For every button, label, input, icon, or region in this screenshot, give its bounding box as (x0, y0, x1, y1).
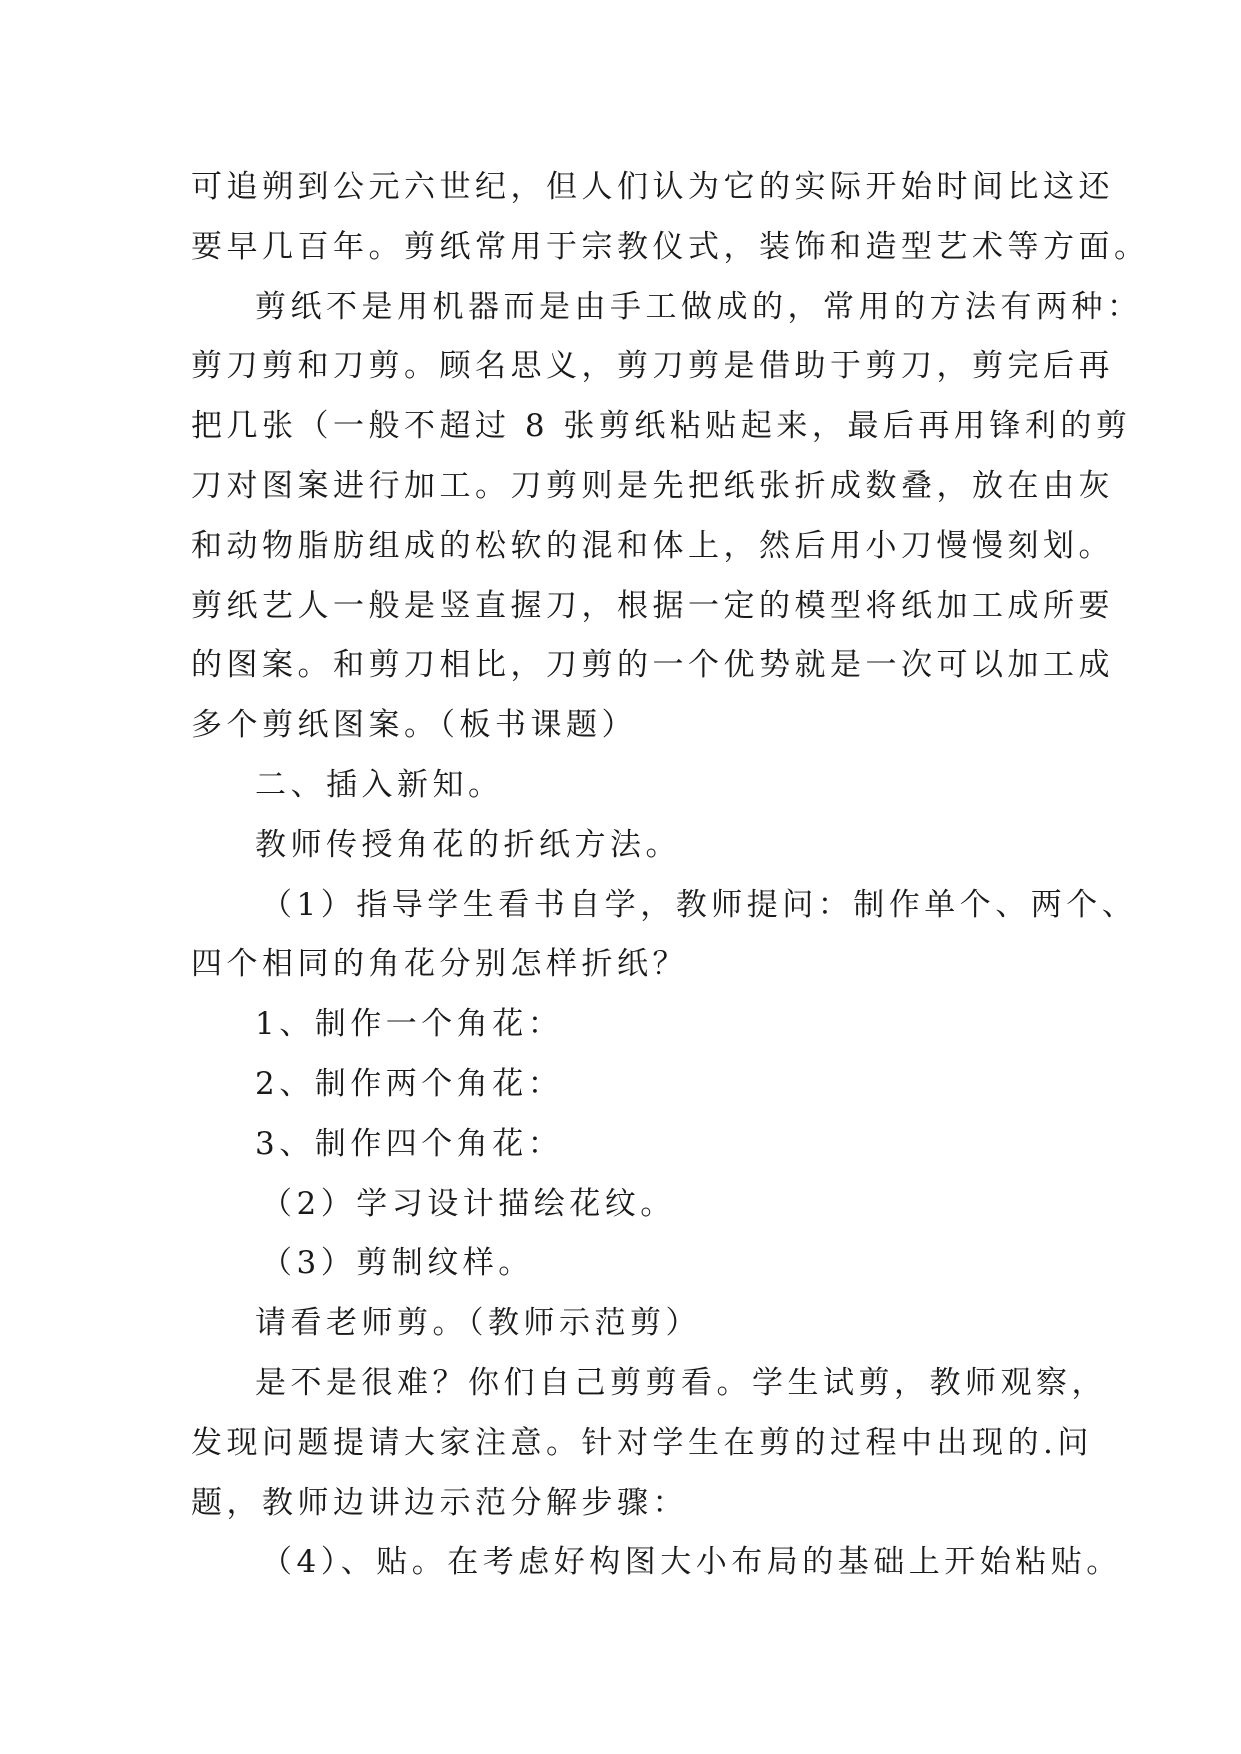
text-line: 多个剪纸图案。（板书课题） (191, 707, 637, 744)
text-line: 要早几百年。剪纸常用于宗教仪式，装饰和造型艺术等方面。 (191, 228, 1150, 265)
list-item: （3）剪制纹样。 (261, 1245, 534, 1282)
text-line: 剪刀剪和刀剪。顾名思义，剪刀剪是借助于剪刀，剪完后再 (191, 348, 1114, 385)
text-line: 的图案。和剪刀相比，刀剪的一个优势就是一次可以加工成 (191, 647, 1114, 684)
paragraph-start: 是不是很难？你们自己剪剪看。学生试剪，教师观察， (255, 1364, 1107, 1401)
list-item: 1、制作一个角花： (255, 1006, 564, 1043)
section-heading: 二、插入新知。 (255, 766, 504, 803)
paragraph-start: 剪纸不是用机器而是由手工做成的，常用的方法有两种： (255, 288, 1143, 325)
paragraph-start: 请看老师剪。（教师示范剪） (255, 1305, 701, 1342)
list-item: 2、制作两个角花： (255, 1065, 564, 1102)
text-line: 四个相同的角花分别怎样折纸？ (191, 946, 688, 983)
list-item: （4）、贴。在考虑好构图大小布局的基础上开始粘贴。 (261, 1544, 1122, 1581)
paragraph-start: 教师传授角花的折纸方法。 (255, 826, 681, 863)
list-item: （2）学习设计描绘花纹。 (261, 1185, 676, 1222)
text-line: 题，教师边讲边示范分解步骤： (191, 1484, 688, 1521)
list-item: 3、制作四个角花： (255, 1125, 564, 1162)
text-line: 刀对图案进行加工。刀剪则是先把纸张折成数叠，放在由灰 (191, 467, 1114, 504)
paragraph-start: （1）指导学生看书自学，教师提问：制作单个、两个、 (261, 886, 1138, 923)
document-body (191, 158, 1150, 1593)
text-line: 和动物脂肪组成的松软的混和体上，然后用小刀慢慢刻划。 (191, 527, 1114, 564)
text-line: 剪纸艺人一般是竖直握刀，根据一定的模型将纸加工成所要 (191, 587, 1114, 624)
text-line: 把几张（一般不超过 8 张剪纸粘贴起来，最后再用锋利的剪 (191, 408, 1132, 445)
text-line: 可追朔到公元六世纪，但人们认为它的实际开始时间比这还 (191, 169, 1114, 205)
text-line: 发现问题提请大家注意。针对学生在剪的过程中出现的.问 (191, 1424, 1093, 1461)
